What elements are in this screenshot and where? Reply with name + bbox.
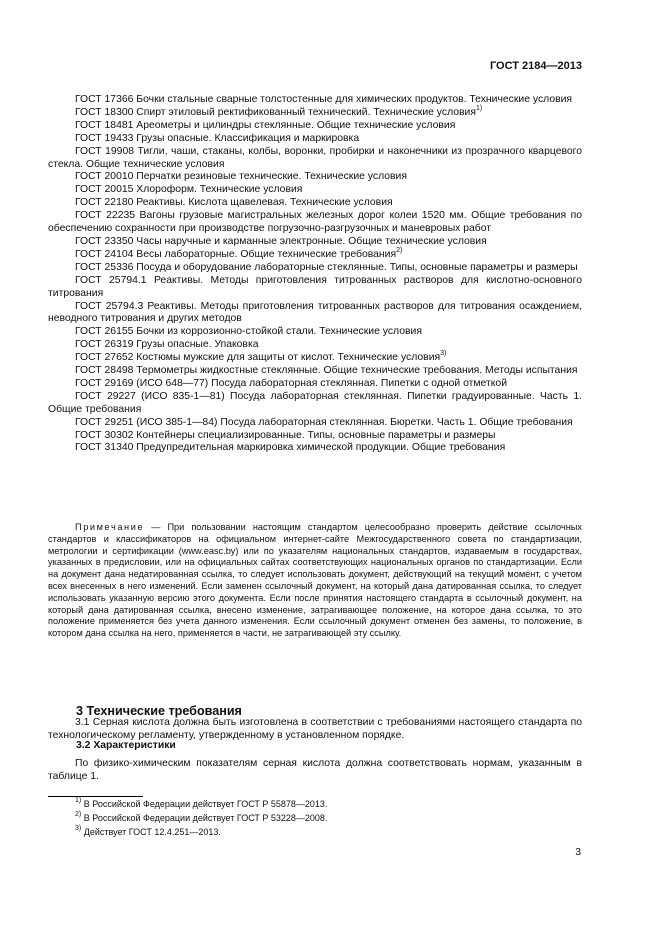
reference-item: ГОСТ 26155 Бочки из коррозионно-стойкой стали. Технические условия — [75, 326, 422, 338]
reference-item: ГОСТ 23350 Часы наручные и карманные электронные. Общие технические условия — [75, 235, 487, 247]
reference-item: ГОСТ 29227 (ИСО 835-1—81) Посуда лабораторная стеклянная. Пипетки градуированные. Часть 1. Общие требования — [48, 390, 582, 415]
reference-item: ГОСТ 20010 Перчатки резиновые технические. Технические условия — [75, 171, 407, 183]
reference-item: ГОСТ 26319 Грузы опасные. Упаковка — [75, 339, 259, 351]
reference-item: ГОСТ 19433 Грузы опасные. Классификация и маркировка — [75, 132, 360, 144]
reference-item: ГОСТ 27652 Костюмы мужские для защиты от кислот. Технические условия$^{3)}$ — [75, 350, 447, 364]
reference-item: ГОСТ 22180 Реактивы. Кислота щавелевая. Технические условия — [75, 197, 393, 209]
reference-item: ГОСТ 25794.3 Реактивы. Методы приготовления титрованных растворов для титрования осаждением, неводного титрования и других методов — [48, 300, 582, 325]
reference-item: ГОСТ 20015 Хлороформ. Технические условия — [75, 184, 303, 196]
note-label: Примечание — [75, 522, 145, 532]
reference-item: ГОСТ 30302 Контейнеры специализированные. Типы, основные параметры и размеры — [75, 429, 496, 441]
reference-item: ГОСТ 31340 Предупредительная маркировка химической продукции. Общие требования — [75, 442, 506, 454]
note-text: — При пользовании настоящим стандартом целесообразно проверить действие ссылочных стандартов и классификаторов на официальном интернет-сайте Межгосударственного совета по стандартизации, метрологии и сертификации (www.easc.by) или по указателям национальных стандартов, издаваемым в государствах, указанных в предисловии, или на официальных сайтах соответствующих национальных органов по стандартизации. Если на документ дана недатированная ссылка, то следует использовать документ, действующий на текущий момент, с учетом всех внесенных в него изменений. Если заменен ссылочный документ, на который дана датированная ссылка, то следует использовать указанную версию этого документа. Если после принятия настоящего стандарта в ссылочный документ, на который дана датированная ссылка, внесено изменение, затрагивающее положение, на которое дана ссылка, то это положение применяется без учета данного изменения. Если ссылочный документ отменен без замены, то положение, в котором дана ссылка на него, применяется в части, не затрагивающей эту ссылку. — [48, 522, 582, 639]
note-block — [48, 522, 582, 640]
footnote-separator — [48, 796, 143, 797]
document-code-header: ГОСТ 2184—2013 — [489, 60, 582, 72]
normative-references-list — [48, 94, 582, 455]
reference-item: ГОСТ 29169 (ИСО 648—77) Посуда лабораторная стеклянная. Пипетки с одной отметкой — [75, 377, 508, 389]
reference-item: ГОСТ 29251 (ИСО 385-1—84) Посуда лабораторная стеклянная. Бюретки. Часть 1. Общие требования — [75, 416, 573, 428]
page-number: 3 — [575, 847, 581, 858]
reference-item: ГОСТ 19908 Тигли, чаши, стаканы, колбы, воронки, пробирки и наконечники из прозрачного кварцевого стекла. Общие технические условия — [48, 145, 582, 170]
footnote-item: $^{3)}$ Действует ГОСТ 12.4.251—2013. — [75, 825, 221, 837]
reference-item: ГОСТ 28498 Термометры жидкостные стеклянные. Общие технические требования. Методы испытания — [75, 365, 578, 377]
paragraph-3-2: По физико-химическим показателям серная кислота должна соответствовать нормам, указанным в таблице 1. — [48, 758, 582, 783]
reference-item: ГОСТ 24104 Весы лабораторные. Общие технические требования$^{2)}$ — [75, 246, 403, 260]
reference-item: ГОСТ 25336 Посуда и оборудование лабораторные стеклянные. Типы, основные параметры и размеры — [75, 261, 578, 273]
reference-item: ГОСТ 17366 Бочки стальные сварные толстостенные для химических продуктов. Технические условия — [75, 94, 573, 105]
reference-item: ГОСТ 18300 Спирт этиловый ректификованный технический. Технические условия$^{1)}$ — [75, 104, 483, 118]
reference-item: ГОСТ 25794.1 Реактивы. Методы приготовления титрованных растворов для кислотно-основного титрования — [48, 274, 582, 299]
footnote-item: $^{2)}$ В Российской Федерации действует ГОСТ Р 53228—2008. — [75, 811, 328, 823]
section-heading: 3 Технические требования — [76, 704, 242, 718]
paragraph-3-1: 3.1 Серная кислота должна быть изготовлена в соответствии с требованиями настоящего стандарта по технологическому регламенту, утвержденному в установленном порядке. — [48, 717, 582, 742]
reference-item: ГОСТ 18481 Ареометры и цилиндры стеклянные. Общие технические условия — [75, 119, 456, 131]
subsection-heading: 3.2 Характеристики — [76, 740, 176, 751]
reference-item: ГОСТ 22235 Вагоны грузовые магистральных железных дорог колеи 1520 мм. Общие требования по обеспечению сохранности при производстве погрузочно-разгрузочных и маневровых работ — [48, 210, 582, 235]
footnote-item: $^{1)}$ В Российской Федерации действует ГОСТ Р 55878—2013. — [75, 797, 328, 809]
